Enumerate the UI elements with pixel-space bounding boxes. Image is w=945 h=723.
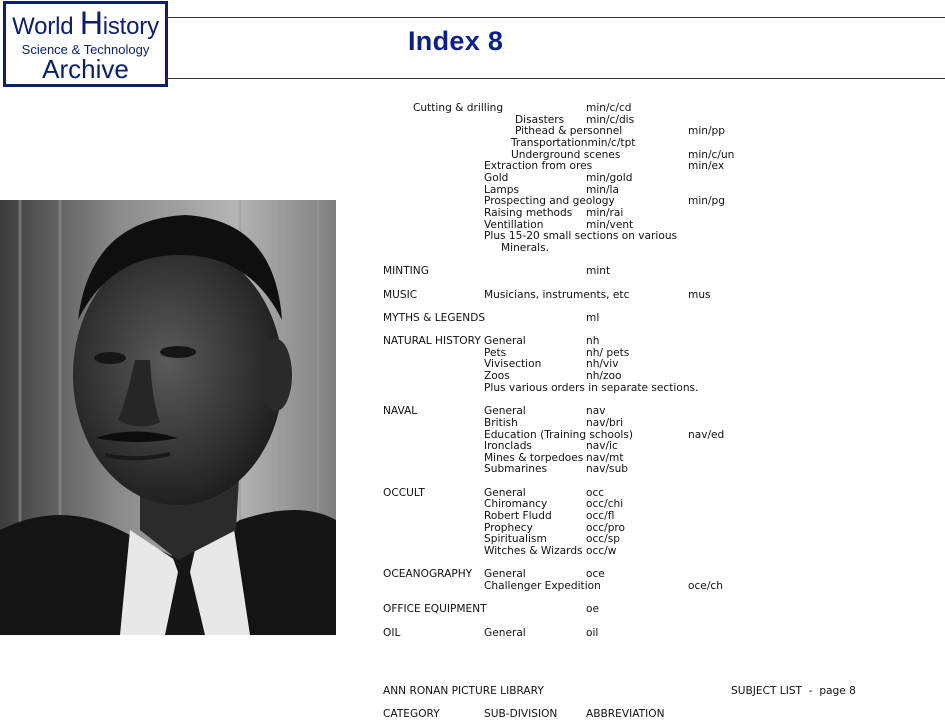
ocean-general-abbr: oce (586, 568, 605, 580)
entry-ventillation-abbr: min/vent (586, 219, 634, 231)
category-naval: NAVAL (383, 405, 418, 417)
entry-gold: Gold (484, 172, 509, 184)
naval-education: Education (Training schools) (484, 429, 634, 441)
occult-witches: Witches & Wizards (484, 545, 583, 557)
natural-vivisection-abbr: nh/viv (586, 358, 619, 370)
header-rule-top (166, 17, 945, 18)
category-minting: MINTING (383, 265, 429, 277)
naval-mines-abbr: nav/mt (586, 452, 624, 464)
occult-prophecy-abbr: occ/pro (586, 522, 626, 534)
entry-disasters-abbr: min/c/dis (586, 114, 635, 126)
occult-fludd-abbr: occ/fl (586, 510, 615, 522)
occult-chiromancy: Chiromancy (484, 498, 548, 510)
footer-subject-page: SUBJECT LIST - page 8 (731, 685, 856, 697)
entry-lamps: Lamps (484, 184, 519, 196)
column-header-abbreviation: ABBREVIATION (586, 708, 665, 720)
naval-british: British (484, 417, 518, 429)
oil-general: General (484, 627, 526, 639)
category-music-sub: Musicians, instruments, etc (484, 289, 630, 301)
natural-plus-orders: Plus various orders in separate sections. (484, 382, 699, 394)
naval-submarines-abbr: nav/sub (586, 463, 629, 475)
ocean-challenger-abbr: oce/ch (688, 580, 723, 592)
natural-pets: Pets (484, 347, 507, 359)
entry-raising: Raising methods (484, 207, 573, 219)
entry-ventillation: Ventillation (484, 219, 544, 231)
occult-prophecy: Prophecy (484, 522, 533, 534)
entry-underground: Underground scenes (511, 149, 621, 161)
portrait-photo (0, 200, 336, 635)
world-history-logo (3, 1, 168, 87)
ocean-general: General (484, 568, 526, 580)
category-natural-history: NATURAL HISTORY (383, 335, 481, 347)
header-rule-bottom (166, 78, 945, 79)
naval-ironclads: Ironclads (484, 440, 532, 452)
oil-general-abbr: oil (586, 627, 599, 639)
page-title: Index 8 (408, 26, 504, 56)
entry-extraction: Extraction from ores (484, 160, 593, 172)
natural-pets-abbr: nh/ pets (586, 347, 630, 359)
natural-general-abbr: nh (586, 335, 600, 347)
occult-general-abbr: occ (586, 487, 605, 499)
category-music: MUSIC (383, 289, 418, 301)
category-occult: OCCULT (383, 487, 425, 499)
entry-plus-sections: Plus 15-20 small sections on various (484, 230, 678, 242)
logo-line-3: Archive (42, 54, 129, 84)
logo-line-2: Science & Technology (21, 42, 150, 57)
occult-chiromancy-abbr: occ/chi (586, 498, 624, 510)
entry-cutting-drilling: Cutting & drilling (413, 102, 504, 114)
entry-raising-abbr: min/rai (586, 207, 624, 219)
category-oceanography: OCEANOGRAPHY (383, 568, 473, 580)
occult-spiritualism: Spiritualism (484, 533, 547, 545)
entry-minerals: Minerals. (501, 242, 549, 254)
footer-library: ANN RONAN PICTURE LIBRARY (383, 685, 544, 697)
column-header-category: CATEGORY (383, 708, 440, 720)
entry-disasters: Disasters (515, 114, 565, 126)
category-office-equipment-abbr: oe (586, 603, 599, 615)
occult-fludd: Robert Fludd (484, 510, 552, 522)
entry-transportation: Transportationmin/c/tpt (511, 137, 636, 149)
occult-witches-abbr: occ/w (586, 545, 617, 557)
occult-spiritualism-abbr: occ/sp (586, 533, 620, 545)
entry-pithead: Pithead & personnel (515, 125, 623, 137)
category-oil: OIL (383, 627, 401, 639)
entry-cutting-drilling-abbr: min/c/cd (586, 102, 632, 114)
naval-general-abbr: nav (586, 405, 606, 417)
natural-zoos-abbr: nh/zoo (586, 370, 622, 382)
category-minting-abbr: mint (586, 265, 611, 277)
category-music-abbr: mus (688, 289, 711, 301)
naval-mines: Mines & torpedoes (484, 452, 584, 464)
entry-prospecting-abbr: min/pg (688, 195, 725, 207)
naval-submarines: Submarines (484, 463, 548, 475)
category-myths-abbr: ml (586, 312, 600, 324)
category-office-equipment: OFFICE EQUIPMENT (383, 603, 487, 615)
category-myths: MYTHS & LEGENDS (383, 312, 486, 324)
column-header-subdivision: SUB-DIVISION (484, 708, 558, 720)
naval-general: General (484, 405, 526, 417)
logo-line-1: World History (12, 5, 159, 41)
entry-prospecting: Prospecting and geology (484, 195, 615, 207)
naval-education-abbr: nav/ed (688, 429, 725, 441)
natural-zoos: Zoos (484, 370, 510, 382)
entry-pithead-abbr: min/pp (688, 125, 725, 137)
natural-vivisection: Vivisection (484, 358, 542, 370)
entry-gold-abbr: min/gold (586, 172, 633, 184)
naval-ironclads-abbr: nav/ic (586, 440, 618, 452)
natural-general: General (484, 335, 526, 347)
ocean-challenger: Challenger Expedition (484, 580, 601, 592)
entry-extraction-abbr: min/ex (688, 160, 725, 172)
naval-british-abbr: nav/bri (586, 417, 624, 429)
occult-general: General (484, 487, 526, 499)
entry-underground-abbr: min/c/un (688, 149, 735, 161)
entry-lamps-abbr: min/la (586, 184, 619, 196)
